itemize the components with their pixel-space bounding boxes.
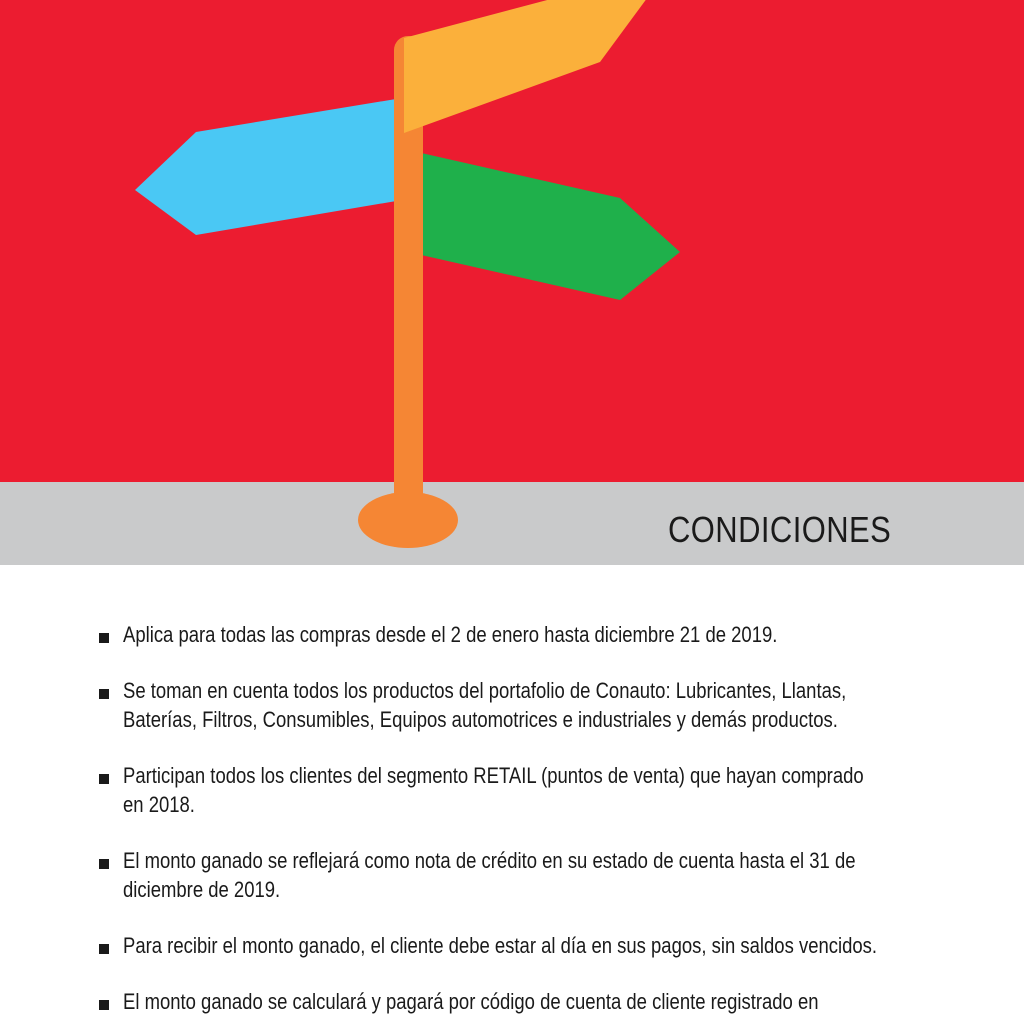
list-item: [0, 761, 1024, 819]
page-title: CONDICIONES: [668, 509, 892, 550]
conditions-list: [0, 620, 1024, 1024]
list-item: [0, 931, 1024, 960]
condition-text: El monto ganado se reflejará como nota de crédito en su estado de cuenta hasta el 31 de diciembre de 2019.: [123, 848, 856, 902]
sign-yellow-arrow: [404, 0, 656, 133]
list-item: [0, 676, 1024, 734]
list-item: [0, 987, 1024, 1016]
condition-text: Participan todos los clientes del segmento RETAIL (puntos de venta) que hayan comprado en 2018.: [123, 763, 864, 817]
bullet-square-icon: [99, 1000, 109, 1010]
bullet-square-icon: [99, 689, 109, 699]
bullet-square-icon: [99, 944, 109, 954]
bullet-square-icon: [99, 859, 109, 869]
sign-blue-arrow: [135, 96, 414, 235]
bullet-square-icon: [99, 633, 109, 643]
condition-text: Para recibir el monto ganado, el cliente debe estar al día en sus pagos, sin saldos vencidos.: [123, 933, 878, 958]
condition-text: Se toman en cuenta todos los productos del portafolio de Conauto: Lubricantes, Llantas, Baterías, Filtros, Consumibles, Equipos automotrices e industriales y demás productos.: [123, 678, 847, 732]
list-item: [0, 846, 1024, 904]
condition-text: El monto ganado se calculará y pagará por código de cuenta de cliente registrado en: [123, 989, 819, 1014]
bullet-square-icon: [99, 774, 109, 784]
condition-text: Aplica para todas las compras desde el 2 de enero hasta diciembre 21 de 2019.: [123, 622, 778, 647]
list-item: [0, 620, 1024, 649]
sign-green-arrow: [408, 150, 680, 300]
